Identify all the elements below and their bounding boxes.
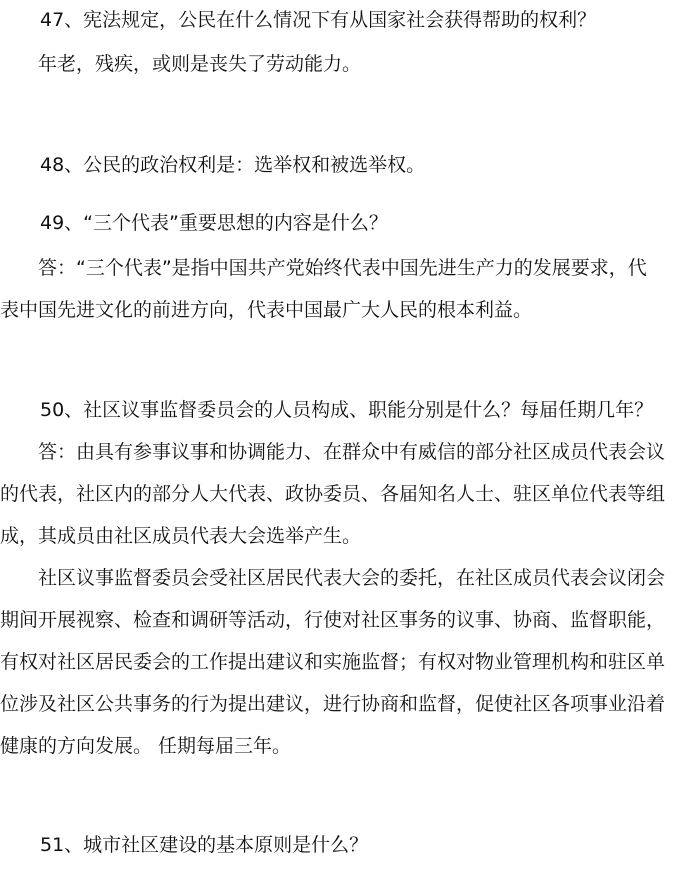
answer-47: 年老，残疾，或则是丧失了劳动能力。	[38, 53, 362, 75]
answer-50-para2-line-4: 位涉及社区公共事务的行为提出建议，进行协商和监督，促使社区各项事业沿着	[0, 693, 666, 715]
answer-50-line-3: 成，其成员由社区成员代表大会选举产生。	[0, 525, 362, 547]
question-47: 47、宪法规定，公民在什么情况下有从国家社会获得帮助的权利？	[40, 9, 597, 31]
answer-50-para2-line-5: 健康的方向发展。 任期每届三年。	[0, 735, 292, 757]
answer-49-line-2: 表中国先进文化的前进方向，代表中国最广大人民的根本利益。	[0, 299, 533, 321]
answer-50-para2-line-1: 社区议事监督委员会受社区居民代表大会的委托，在社区成员代表会议闭会	[38, 567, 666, 589]
answer-50-para2-line-3: 有权对社区居民委会的工作提出建议和实施监督；有权对物业管理机构和驻区单	[0, 651, 666, 673]
question-49: 49、“三个代表”重要思想的内容是什么？	[40, 212, 388, 234]
question-50: 50、社区议事监督委员会的人员构成、职能分别是什么？每届任期几年？	[40, 399, 654, 421]
question-51: 51、城市社区建设的基本原则是什么？	[40, 834, 369, 856]
question-48: 48、公民的政治权利是：选举权和被选举权。	[40, 154, 426, 176]
answer-50-line-2: 的代表，社区内的部分人大代表、政协委员、各届知名人士、驻区单位代表等组	[0, 483, 666, 505]
answer-49-line-1: 答：“三个代表”是指中国共产党始终代表中国先进生产力的发展要求，代	[38, 257, 647, 279]
answer-50-line-1: 答：由具有参事议事和协调能力、在群众中有威信的部分社区成员代表会议	[38, 441, 666, 463]
answer-50-para2-line-2: 期间开展视察、检查和调研等活动，行使对社区事务的议事、协商、监督职能，	[0, 609, 666, 631]
